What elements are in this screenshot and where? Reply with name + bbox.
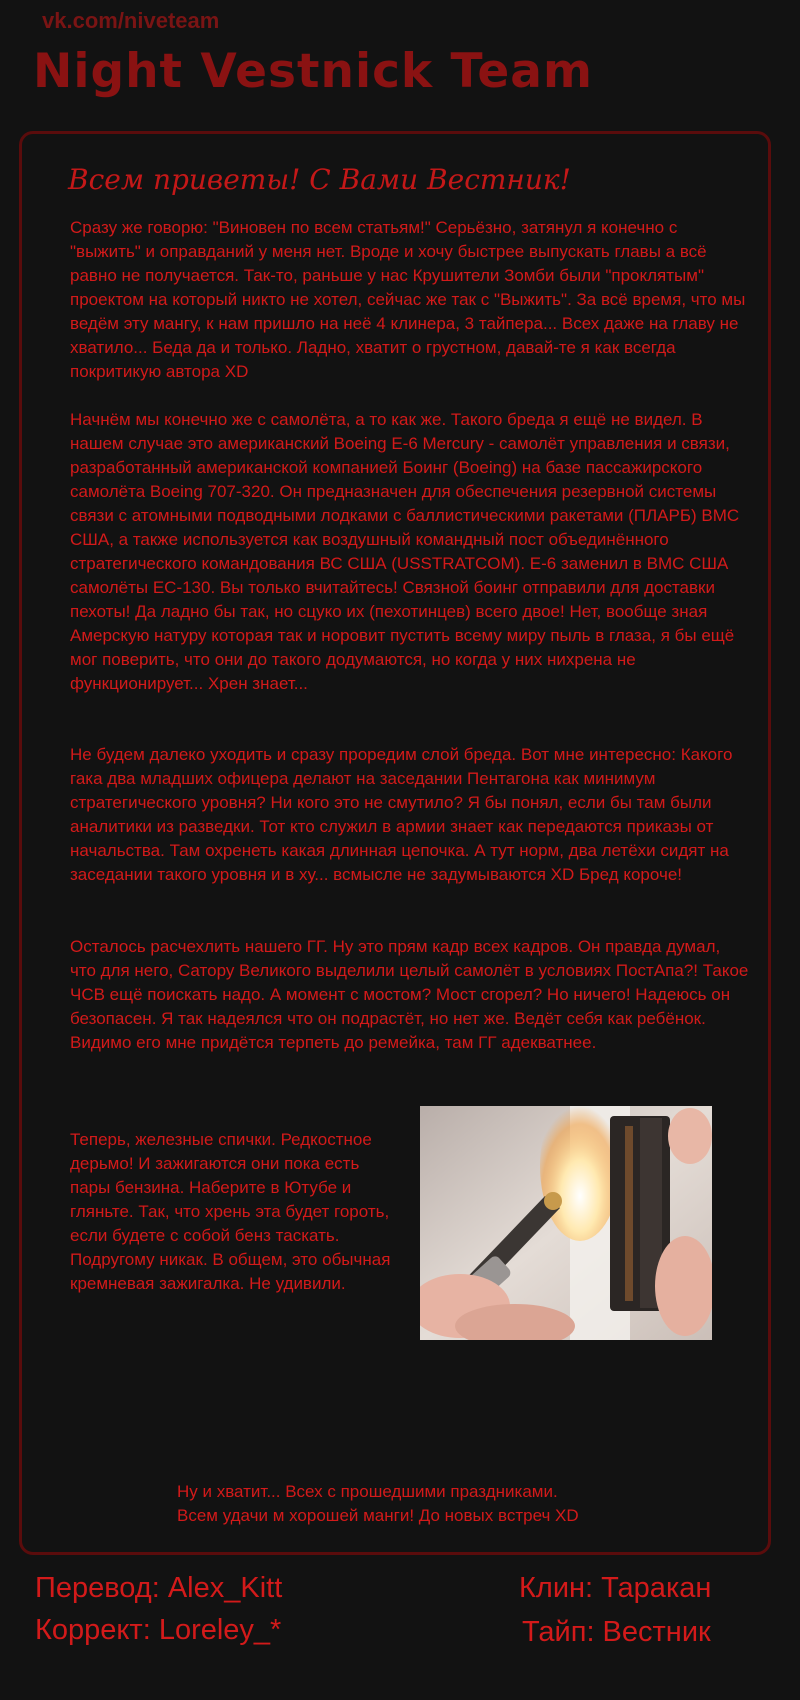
closing-line-2: Всем удачи м хорошей манги! До новых встреч XD	[177, 1506, 579, 1525]
credit-typeset: Тайп: Вестник	[522, 1616, 711, 1648]
paragraph-apology: Сразу же говорю: "Виновен по всем статьям!" Серьёзно, затянул я конечно с "выжить" и оправданий у меня нет. Вроде и хочу быстрее выпускать главы а всё равно не получается. Так-то, раньше у нас Крушители Зомби были "проклятым" проектом на который никто не хотел, сейчас же так с "Выжить". За всё время, что мы ведём эту мангу, к нам пришло на неё 4 клинера, 3 тайпера... Всех даже на главу не хватило... Беда да и только. Ладно, хватит о грустном, давай-те я как всегда покритикую автора XD	[70, 218, 746, 381]
lighter-photo	[420, 1106, 712, 1340]
credit-clean: Клин: Таракан	[519, 1572, 712, 1604]
closing-line-1: Ну и хватит... Всех с прошедшими праздниками.	[177, 1482, 558, 1501]
credit-translation: Перевод: Alex_Kitt	[35, 1572, 283, 1604]
greeting-heading: Всем приветы! С Вами Вестник!	[68, 163, 571, 196]
vk-link[interactable]: vk.com/niveteam	[42, 8, 220, 33]
team-title: Night Vestnick Team	[33, 44, 593, 99]
paragraph-protagonist: Осталось расчехлить нашего ГГ. Ну это прям кадр всех кадров. Он правда думал, что для него, Сатору Великого выделили целый самолёт в условиях ПостАпа?! Такое ЧСВ ещё поискать надо. А момент с мостом? Мост сгорел? Но ничего! Надеюсь он безопасен. Я так надеялся что он подрастёт, но нет же. Ведёт себя как ребёнок. Видимо его мне придётся терпеть до ремейка, там ГГ адекватнее.	[70, 937, 749, 1052]
paragraph-matches: Теперь, железные спички. Редкостное дерьмо! И зажигаются они пока есть пары бензина. Наберите в Ютубе и гляньте. Так, что хрень эта будет гороть, если будете с собой бенз таскать. Подругому никак. В общем, это обычная кремневая зажигалка. Не удивили.	[70, 1130, 391, 1293]
credit-proofreading: Коррект: Loreley_*	[35, 1614, 282, 1646]
paragraph-airplane: Начнём мы конечно же с самолёта, а то как же. Такого бреда я ещё не видел. В нашем случае это американский Boeing E-6 Mercury - самолёт управления и связи, разработанный американской компанией Боинг (Boeing) на базе пассажирского самолёта Boeing 707-320. Он предназначен для обеспечения резервной системы связи с атомными подводными лодками с баллистическими ракетами (ПЛАРБ) ВМС США, а также используется как воздушный командный пост объединённого стратегического командования ВС США (USSTRATCOM). E-6 заменил в ВМС США самолёты EC-130. Вы только вчитайтесь! Связной боинг отправили для доставки пехоты! Да ладно бы так, но сцуко их (пехотинцев) всего двое! Нет, вообще зная Амерскую натуру которая так и норовит пустить всему миру пыль в глаза, я бы ещё мог поверить, что они до такого додумаются, но когда у них нихрена не функционирует... Хрен знает...	[70, 410, 740, 693]
paragraph-pentagon: Не будем далеко уходить и сразу проредим слой бреда. Вот мне интересно: Какого гака два младших офицера делают на заседании Пентагона как минимум стратегического уровня? Ни кого это не смутило? Я бы понял, если бы там были аналитики из разведки. Тот кто служил в армии знает как передаются приказы от начальства. Там охренеть какая длинная цепочка. А тут норм, два летёхи сидят на заседании такого уровня и в ху... всмысле не задумываются XD Бред короче!	[70, 745, 733, 884]
lighter-photo-illustration	[420, 1106, 712, 1340]
